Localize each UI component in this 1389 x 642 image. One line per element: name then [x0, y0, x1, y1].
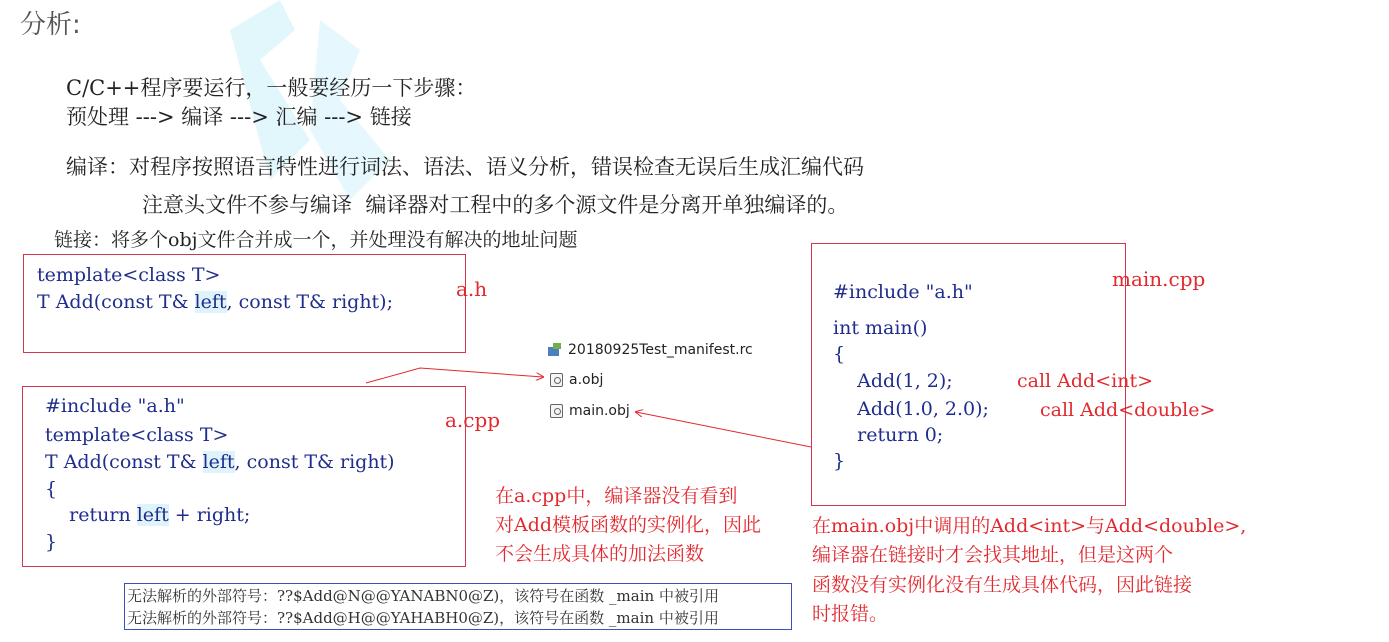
error-line-2: 无法解析的外部符号：??$Add@H@@YAHABH0@Z)，该符号在函数 _main 中被引用: [127, 609, 719, 627]
main-line-5-note: call Add<double>: [1040, 399, 1216, 421]
ah-line-2: T Add(const T& left, const T& right);: [37, 291, 394, 313]
note-main-line-3: 函数没有实例化没有生成具体代码，因此链接: [812, 574, 1193, 596]
main-line-3: {: [833, 343, 846, 365]
main-line-4: Add(1, 2);: [833, 370, 953, 392]
main-label: main.cpp: [1112, 267, 1206, 291]
note-main-line-1: 在main.obj中调用的Add<int>与Add<double>,: [812, 515, 1247, 537]
acpp-line-2: template<class T>: [45, 424, 229, 446]
main-line-1: #include "a.h": [833, 281, 973, 303]
compile-line-1: 编译：对程序按照语言特性进行词法、语法、语义分析，错误检查无误后生成汇编代码: [66, 155, 864, 179]
intro-line-1: C/C++程序要运行，一般要经历一下步骤：: [66, 76, 477, 100]
main-line-2: int main(): [833, 317, 928, 339]
intro-line-2: 预处理 ---> 编译 ---> 汇编 ---> 链接: [66, 105, 412, 129]
arrow-acpp-to-aobj: [366, 368, 543, 383]
ah-label: a.h: [456, 277, 488, 301]
file-name-aobj: a.obj: [569, 372, 604, 388]
arrow-main-to-mainobj: [636, 412, 811, 447]
note-acpp-line-1: 在a.cpp中，编译器没有看到: [495, 485, 738, 507]
acpp-line-5: return left + right;: [45, 504, 251, 526]
main-line-6: return 0;: [833, 424, 944, 446]
note-acpp-line-2: 对Add模板函数的实例化，因此: [495, 514, 762, 536]
linker-error-box: [124, 583, 792, 630]
main-line-4-note: call Add<int>: [1017, 370, 1153, 392]
error-line-1: 无法解析的外部符号：??$Add@N@@YANABN0@Z)，该符号在函数 _main 中被引用: [127, 587, 719, 605]
acpp-label: a.cpp: [445, 408, 501, 432]
acpp-line-3: T Add(const T& left, const T& right): [45, 451, 395, 473]
acpp-line-4: {: [45, 478, 58, 500]
link-line: 链接：将多个obj文件合并成一个，并处理没有解决的地址问题: [54, 229, 578, 251]
main-line-7: }: [833, 450, 846, 472]
compile-line-2: 注意头文件不参与编译 编译器对工程中的多个源文件是分离开单独编译的。: [142, 193, 849, 217]
note-main-line-2: 编译器在链接时才会找其地址，但是这两个: [812, 544, 1174, 566]
file-name-mainobj: main.obj: [569, 403, 630, 419]
note-main-line-4: 时报错。: [812, 603, 889, 625]
file-name-rc: 20180925Test_manifest.rc: [568, 342, 753, 358]
page-title: 分析:: [20, 10, 81, 40]
acpp-line-6: }: [45, 531, 58, 553]
main-line-5: Add(1.0, 2.0);: [833, 398, 989, 420]
acpp-line-1: #include "a.h": [45, 395, 185, 417]
ah-line-1: template<class T>: [37, 264, 221, 286]
note-acpp-line-3: 不会生成具体的加法函数: [495, 543, 705, 565]
